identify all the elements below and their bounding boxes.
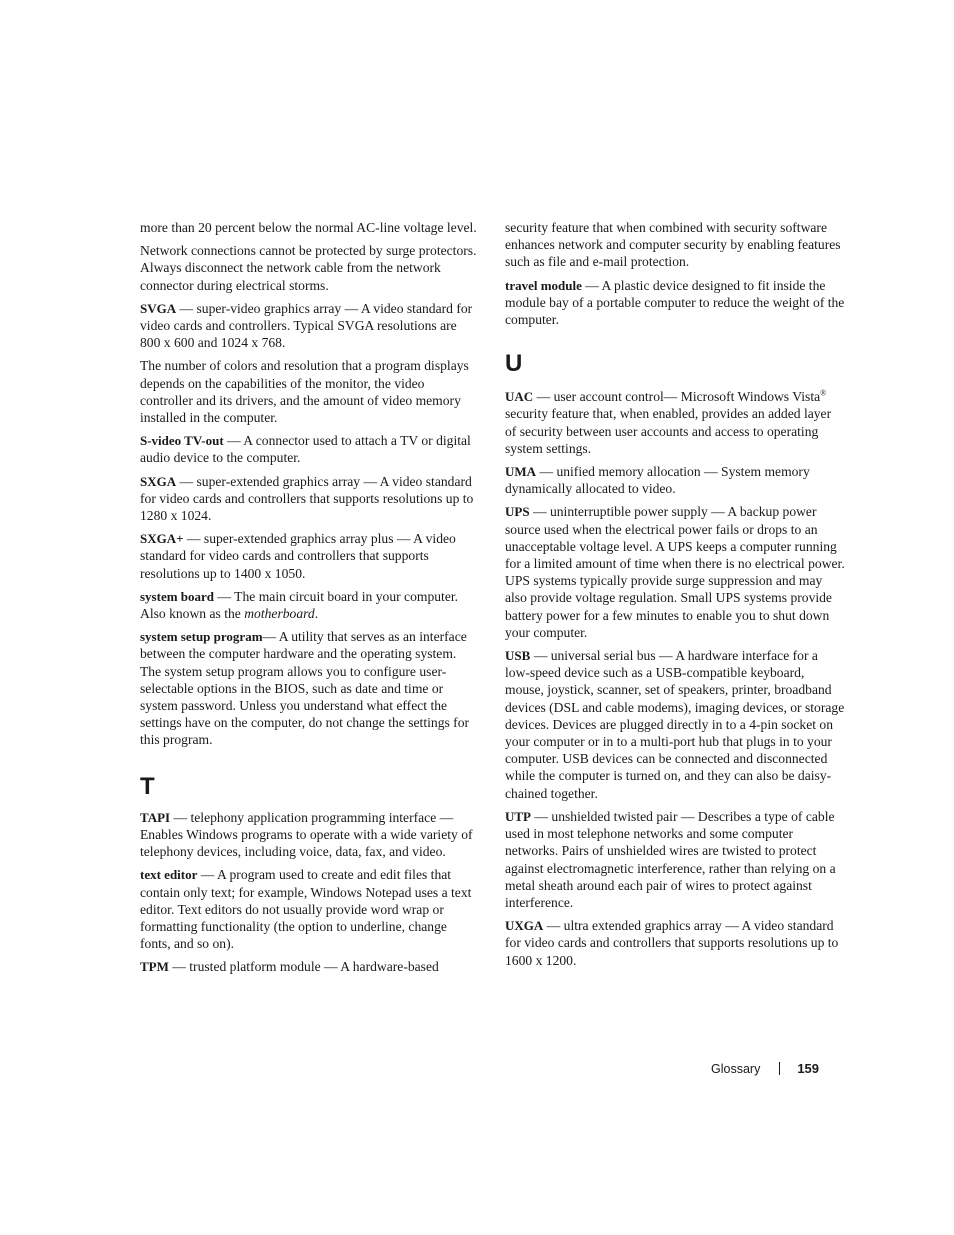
definition-tapi: — telephony application programming interface — Enables Windows programs to operate with a wide variety of telephony devices, including voice, data, fax, and video.: [140, 809, 473, 860]
glossary-entry-ups: [505, 503, 845, 641]
glossary-entry-system-board: [140, 588, 480, 622]
glossary-entry-tpm: [140, 958, 480, 975]
paragraph-network-surge: Network connections cannot be protected by surge protectors. Always disconnect the network cable from the network connector during electrical storms.: [140, 243, 477, 293]
section-heading-u: U: [505, 350, 523, 378]
definition-usb: — universal serial bus — A hardware interface for a low-speed device such as a USB-compatible keyboard, mouse, joystick, scanner, set of speakers, printer, broadband devices (DSL and cable modems), imaging devices, or storage devices. Devices are plugged directly in to a 4-pin socket on your computer or in to a multi-port hub that plugs in to your computer. USB devices can be connected and disconnected while the computer is turned on, and they can also be daisy-chained together.: [505, 648, 845, 801]
definition-sxga-plus: — super-extended graphics array plus — A video standard for video cards and controllers that supports resolutions up to 1400 x 1050.: [140, 531, 456, 581]
definition-ups: — uninterruptible power supply — A backup power source used when the electrical power fails or drops to an unacceptable voltage level. A UPS keeps a computer running for a limited amount of time when there is no electrical power. UPS systems typically provide surge suppression and may also provide voltage regulation. Small UPS systems provide battery power for a few minutes to enable you to shut down your computer.: [505, 504, 845, 640]
glossary-entry-uma: [505, 463, 845, 497]
definition-uac: — user account control— Microsoft Windows Vista: [533, 389, 821, 405]
glossary-entry-travel-module: [505, 277, 845, 329]
footer-divider: [779, 1062, 780, 1075]
glossary-entry-uac: [505, 388, 845, 457]
glossary-entry-svga: [140, 300, 480, 352]
term-uac: UAC: [505, 389, 534, 405]
glossary-entry-text-editor: [140, 866, 480, 952]
glossary-entry-usb: [505, 647, 845, 802]
term-travel-module: travel module: [505, 277, 582, 293]
glossary-entry-uxga: [505, 917, 845, 969]
definition-system-board-italic: motherboard: [244, 606, 315, 622]
definition-sxga: — super-extended graphics array — A video standard for video cards and controllers that supports resolutions up to 1280 x 1024.: [140, 473, 474, 524]
definition-system-board: — The main circuit board in your computer. Also known as the: [140, 588, 459, 622]
glossary-entry-svideo: [140, 432, 480, 466]
glossary-entry-sxga: [140, 473, 480, 525]
term-sxga: SXGA: [140, 473, 177, 489]
page-footer: [711, 1061, 819, 1076]
definition-system-setup: — A utility that serves as an interface between the computer hardware and the operating system. The system setup program allows you to configure user-selectable options in the BIOS, such as date and time or system password. Unless you understand what effect the settings have on the computer, do not change the settings for this program.: [140, 629, 470, 748]
definition-uma: — unified memory allocation — System memory dynamically allocated to video.: [505, 464, 810, 497]
paragraph-surge-continued: more than 20 percent below the normal AC-line voltage level.: [140, 220, 477, 235]
glossary-entry-utp: [505, 808, 845, 911]
definition-uxga: — ultra extended graphics array — A video standard for video cards and controllers that supports resolutions up to 1600 x 1200.: [505, 918, 839, 968]
definition-travel-module: — A plastic device designed to fit inside the module bay of a portable computer to reduce the weight of the computer.: [505, 277, 845, 328]
glossary-entry-sxga-plus: [140, 530, 480, 582]
left-column: [140, 219, 480, 982]
term-ups: UPS: [505, 504, 530, 520]
registered-mark: ®: [820, 388, 827, 398]
definition-system-board-end: .: [314, 606, 319, 622]
right-column: [505, 219, 845, 975]
definition-uac-cont: security feature that, when enabled, provides an added layer of security between user accounts and access to operating system settings.: [505, 406, 832, 456]
term-text-editor: text editor: [140, 867, 198, 883]
section-heading-t: T: [140, 772, 155, 800]
term-uxga: UXGA: [505, 918, 544, 934]
paragraph-colors-resolution: The number of colors and resolution that a program displays depends on the capabilities of the monitor, the video controller and its drivers, and the amount of video memory installed in the computer.: [140, 358, 469, 426]
footer-section-label: Glossary: [711, 1062, 761, 1076]
term-utp: UTP: [505, 808, 531, 824]
term-tpm: TPM: [140, 959, 169, 975]
term-uma: UMA: [505, 464, 537, 480]
glossary-entry-tapi: [140, 809, 480, 861]
term-tapi: TAPI: [140, 809, 171, 825]
term-svga: SVGA: [140, 300, 177, 316]
definition-text-editor: — A program used to create and edit files that contain only text; for example, Windows Notepad uses a text editor. Text editors do not usually provide word wrap or formatting functionality (the option to underline, change fonts, and so on).: [140, 867, 472, 952]
definition-tpm: — trusted platform module — A hardware-based: [168, 959, 439, 975]
term-usb: USB: [505, 648, 531, 664]
term-svideo: S-video TV-out: [140, 433, 224, 449]
glossary-entry-system-setup: [140, 628, 480, 748]
definition-svga: — super-video graphics array — A video standard for video cards and controllers. Typical SVGA resolutions are 800 x 600 and 1024 x 768.: [140, 300, 473, 351]
term-system-board: system board: [140, 588, 215, 604]
term-sxga-plus: SXGA+: [140, 531, 184, 547]
definition-svideo: — A connector used to attach a TV or digital audio device to the computer.: [140, 433, 471, 466]
page-number: 159: [797, 1061, 820, 1076]
definition-utp: — unshielded twisted pair — Describes a type of cable used in most telephone networks and some computer networks. Pairs of unshielded wires are twisted to protect against electromagnetic interference, rather than relying on a metal sheath around each pair of wires to protect against interference.: [505, 808, 836, 910]
term-system-setup: system setup program: [140, 629, 263, 645]
paragraph-tpm-continued: security feature that when combined with security software enhances network and computer security by enabling features such as file and e-mail protection.: [505, 220, 841, 270]
